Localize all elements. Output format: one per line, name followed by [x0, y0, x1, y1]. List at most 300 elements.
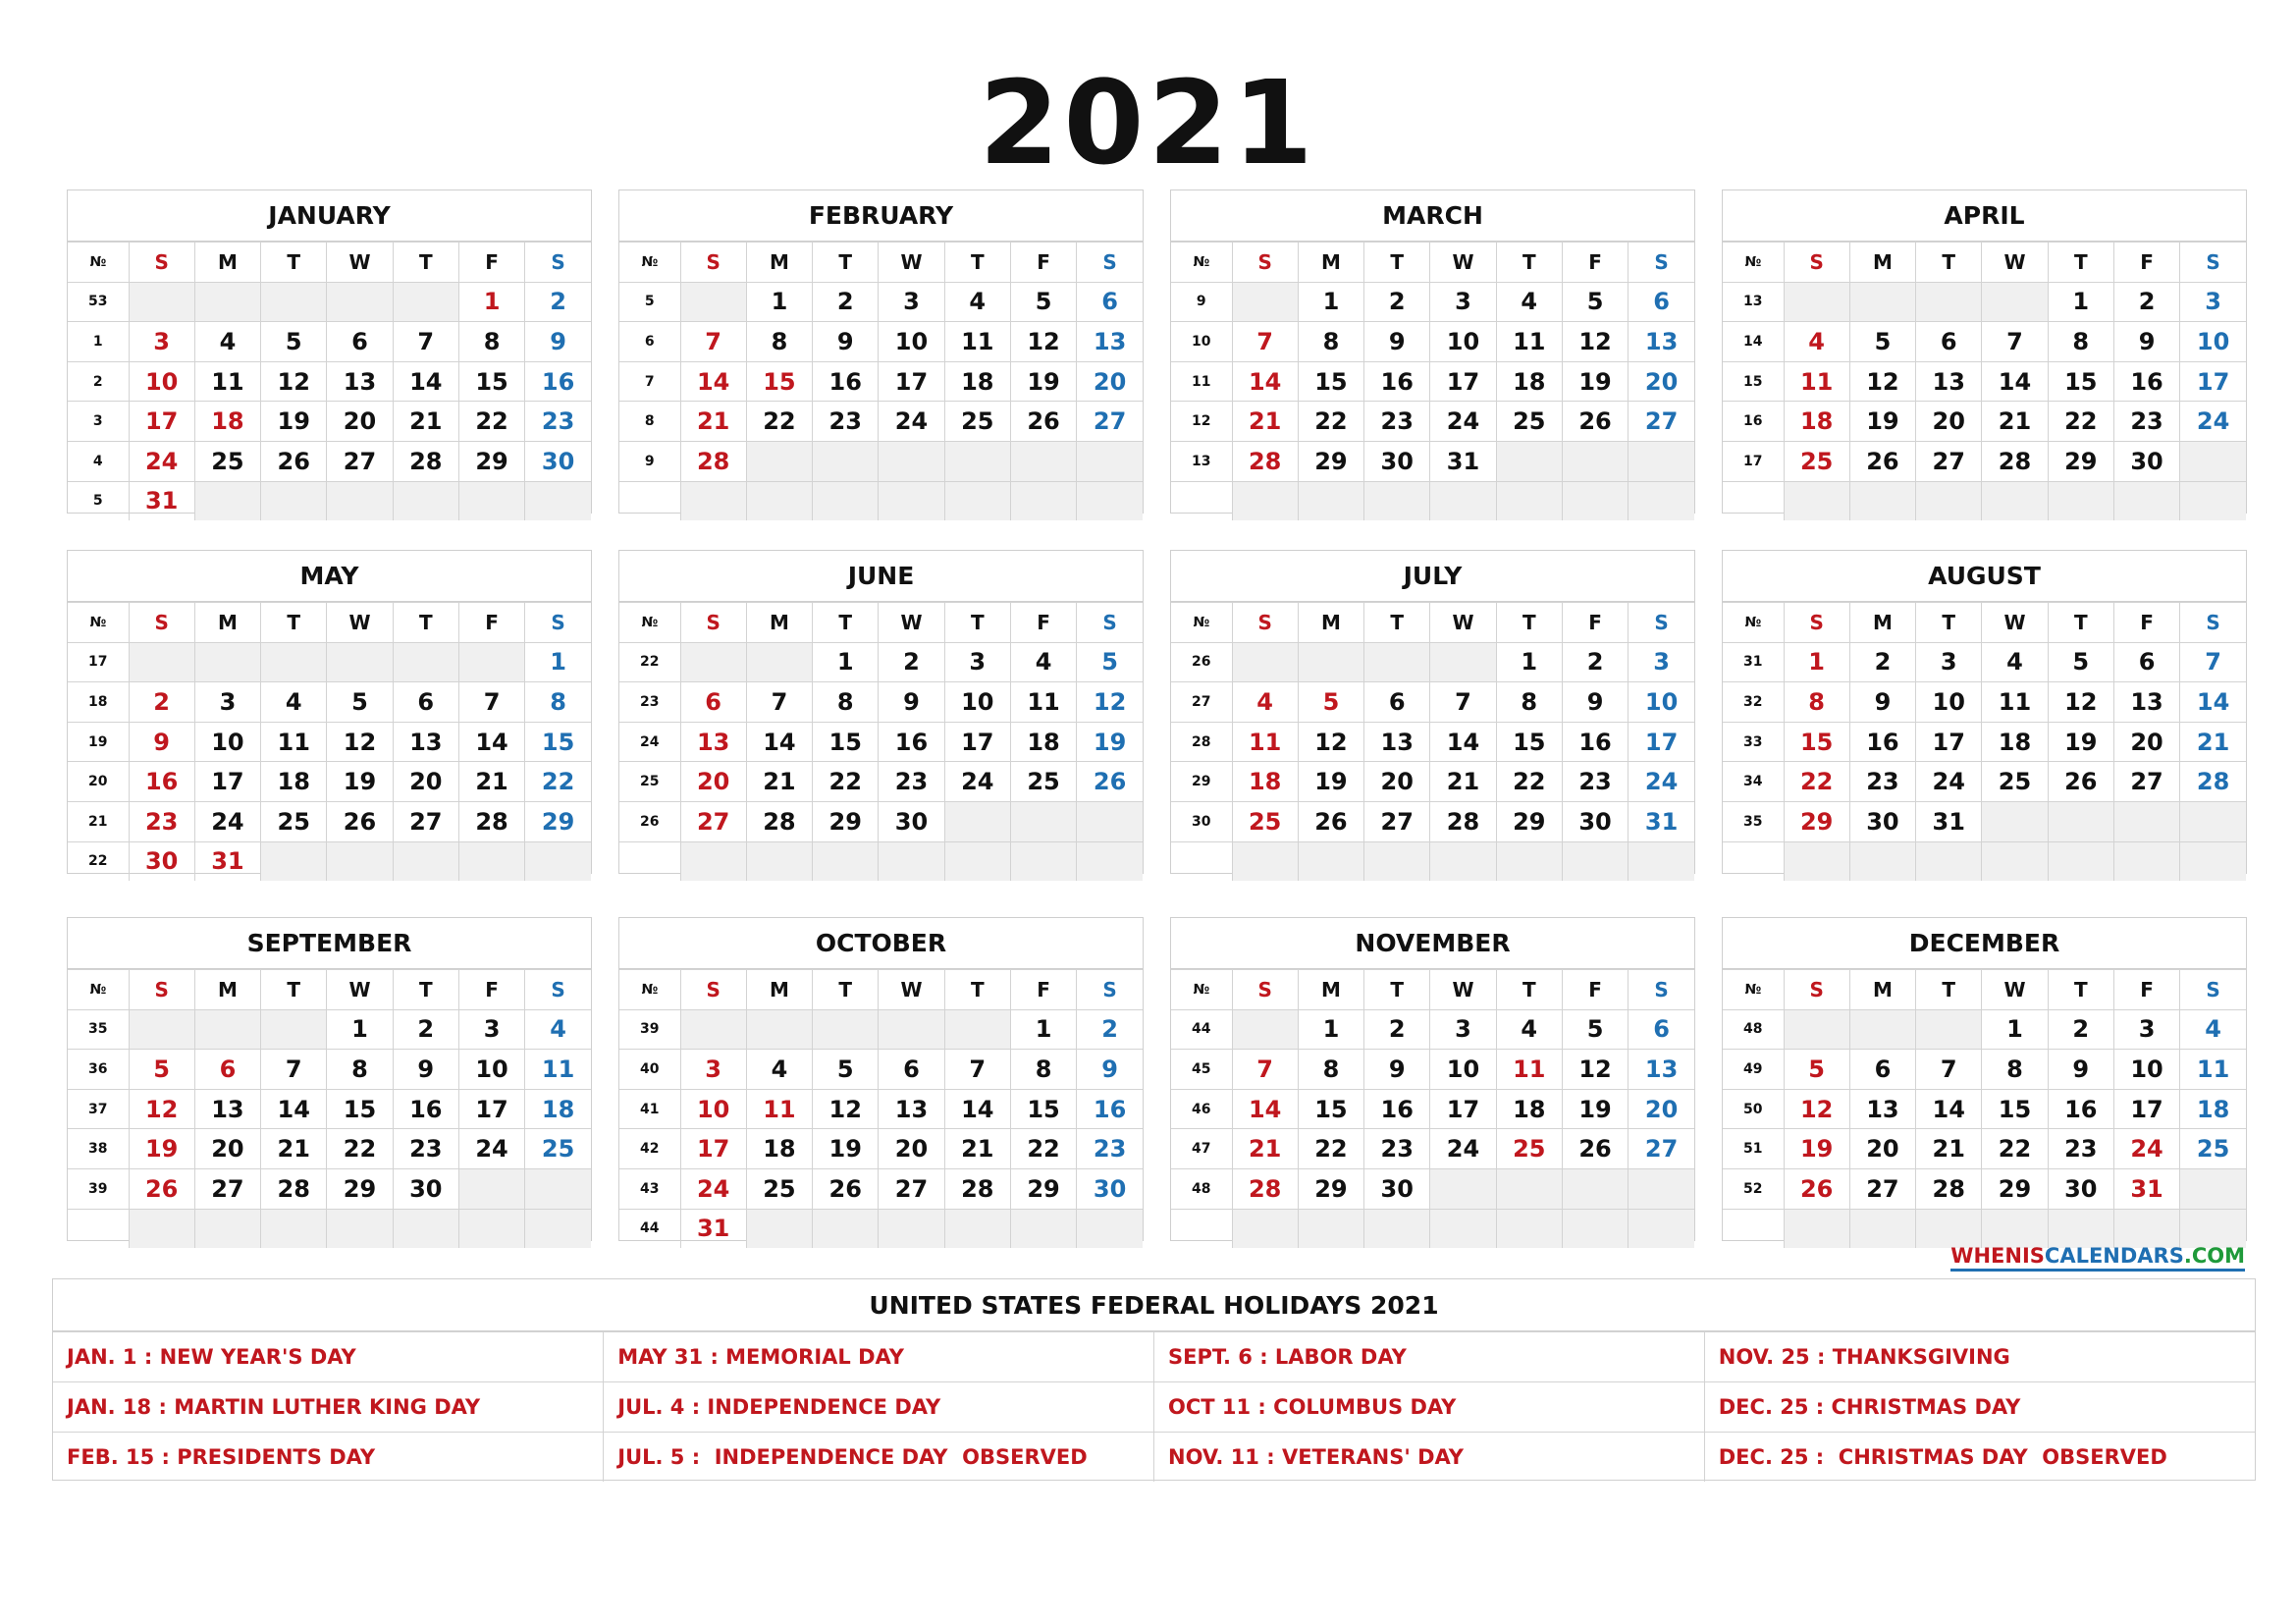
- day-cell: 21: [1232, 402, 1298, 442]
- day-cell: 13: [393, 722, 458, 762]
- day-cell: 22: [746, 402, 812, 442]
- day-cell: 20: [680, 762, 746, 802]
- week-number-header: №: [1171, 603, 1232, 643]
- weekday-header: M: [1298, 603, 1363, 643]
- day-cell: 20: [1629, 1089, 1694, 1129]
- day-cell: 4: [1784, 322, 1849, 362]
- day-cell: 21: [1430, 762, 1496, 802]
- empty-day-cell: [1982, 841, 2048, 881]
- day-cell: 9: [525, 322, 591, 362]
- day-cell: 26: [1298, 801, 1363, 841]
- week-row: [619, 1129, 1143, 1169]
- day-cell: 13: [1916, 361, 1982, 402]
- week-number-header: №: [68, 970, 129, 1010]
- week-number: 1: [68, 322, 129, 362]
- day-cell: 31: [1430, 441, 1496, 481]
- week-row: [619, 481, 1143, 520]
- week-number: 40: [619, 1050, 680, 1090]
- day-cell: 9: [1849, 682, 1915, 723]
- day-cell: 10: [879, 322, 944, 362]
- day-cell: 29: [1298, 1168, 1363, 1209]
- day-cell: 23: [2113, 402, 2179, 442]
- empty-day-cell: [1010, 841, 1076, 881]
- month-january: [67, 189, 592, 514]
- day-cell: 23: [129, 801, 194, 841]
- holiday-name: LABOR DAY: [1274, 1345, 1407, 1369]
- day-cell: 20: [393, 762, 458, 802]
- empty-day-cell: [1077, 841, 1143, 881]
- weekday-header: W: [879, 243, 944, 283]
- holiday-item: [1154, 1433, 1705, 1483]
- day-cell: 5: [1849, 322, 1915, 362]
- day-cell: 28: [746, 801, 812, 841]
- month-july: [1170, 550, 1695, 874]
- holiday-item: [604, 1433, 1154, 1483]
- day-cell: 2: [813, 282, 879, 322]
- weekday-header: W: [1430, 243, 1496, 283]
- day-cell: 10: [1629, 682, 1694, 723]
- week-number: 13: [1171, 441, 1232, 481]
- month-title: DECEMBER: [1723, 918, 2246, 969]
- day-cell: 19: [1562, 361, 1628, 402]
- day-cell: 15: [1298, 1089, 1363, 1129]
- day-cell: 7: [1916, 1050, 1982, 1090]
- week-row: [619, 1050, 1143, 1090]
- weekday-header: F: [1562, 243, 1628, 283]
- day-cell: 3: [194, 682, 260, 723]
- day-cell: 19: [129, 1129, 194, 1169]
- holiday-name: PRESIDENTS DAY: [177, 1445, 376, 1469]
- week-number: 35: [1723, 801, 1784, 841]
- weekday-header: S: [680, 243, 746, 283]
- empty-day-cell: [458, 481, 524, 520]
- day-cell: 11: [944, 322, 1010, 362]
- week-number: 37: [68, 1089, 129, 1129]
- day-cell: 24: [879, 402, 944, 442]
- empty-day-cell: [1784, 282, 1849, 322]
- day-cell: 12: [1298, 722, 1363, 762]
- week-number: [619, 481, 680, 520]
- empty-day-cell: [1430, 1209, 1496, 1248]
- day-cell: 29: [1298, 441, 1363, 481]
- empty-day-cell: [1298, 642, 1363, 682]
- day-cell: 4: [261, 682, 327, 723]
- empty-day-cell: [1364, 1209, 1430, 1248]
- weekday-header: T: [944, 603, 1010, 643]
- day-cell: 16: [879, 722, 944, 762]
- month-title: NOVEMBER: [1171, 918, 1694, 969]
- holiday-name: INDEPENDENCE DAY OBSERVED: [707, 1445, 1088, 1469]
- holiday-item: [1704, 1433, 2255, 1483]
- week-row: [1723, 1129, 2246, 1169]
- week-row: [1171, 361, 1694, 402]
- day-cell: 15: [1496, 722, 1562, 762]
- month-days-table: [68, 969, 591, 1248]
- day-cell: 29: [1496, 801, 1562, 841]
- empty-day-cell: [327, 1209, 393, 1248]
- empty-day-cell: [813, 1009, 879, 1050]
- week-number: 26: [619, 801, 680, 841]
- day-cell: 9: [1364, 322, 1430, 362]
- week-number-header: №: [619, 243, 680, 283]
- day-cell: 17: [1629, 722, 1694, 762]
- day-cell: 25: [2180, 1129, 2246, 1169]
- day-cell: 20: [194, 1129, 260, 1169]
- weekday-header: M: [1849, 243, 1915, 283]
- empty-day-cell: [879, 1209, 944, 1248]
- weekday-header: T: [261, 970, 327, 1010]
- week-number: 38: [68, 1129, 129, 1169]
- weekday-header: T: [2048, 970, 2113, 1010]
- day-cell: 14: [680, 361, 746, 402]
- day-cell: 4: [194, 322, 260, 362]
- weekday-header: F: [1010, 970, 1076, 1010]
- week-number: 4: [68, 441, 129, 481]
- day-cell: 26: [1562, 1129, 1628, 1169]
- day-cell: 2: [879, 642, 944, 682]
- week-row: [1723, 682, 2246, 723]
- day-cell: 19: [1077, 722, 1143, 762]
- day-cell: 31: [129, 481, 194, 520]
- day-cell: 8: [1496, 682, 1562, 723]
- month-may: [67, 550, 592, 874]
- weekday-header: F: [1010, 603, 1076, 643]
- month-december: [1722, 917, 2247, 1241]
- weekday-header: M: [194, 243, 260, 283]
- day-cell: 23: [1364, 1129, 1430, 1169]
- day-cell: 11: [1982, 682, 2048, 723]
- week-number-header: №: [1171, 243, 1232, 283]
- week-row: [1171, 1089, 1694, 1129]
- empty-day-cell: [194, 1009, 260, 1050]
- weekday-header: W: [1430, 970, 1496, 1010]
- day-cell: 14: [393, 361, 458, 402]
- empty-day-cell: [1496, 481, 1562, 520]
- empty-day-cell: [746, 481, 812, 520]
- day-cell: 15: [458, 361, 524, 402]
- week-number: 16: [1723, 402, 1784, 442]
- holidays-list: [53, 1331, 2255, 1482]
- week-row: [68, 682, 591, 723]
- day-cell: 16: [813, 361, 879, 402]
- week-row: [619, 841, 1143, 881]
- day-cell: 10: [129, 361, 194, 402]
- weekday-header: T: [1916, 603, 1982, 643]
- day-cell: 27: [1849, 1168, 1915, 1209]
- holiday-item: [1154, 1332, 1705, 1382]
- day-cell: 20: [1629, 361, 1694, 402]
- empty-day-cell: [1849, 481, 1915, 520]
- holiday-date: NOV. 11 :: [1168, 1445, 1275, 1469]
- empty-day-cell: [1496, 1168, 1562, 1209]
- day-cell: 25: [194, 441, 260, 481]
- month-title: JULY: [1171, 551, 1694, 602]
- weekday-header: F: [1562, 603, 1628, 643]
- day-cell: 28: [680, 441, 746, 481]
- weekday-header: W: [1982, 243, 2048, 283]
- weekday-header: S: [2180, 603, 2246, 643]
- day-cell: 16: [393, 1089, 458, 1129]
- day-cell: 25: [1496, 402, 1562, 442]
- week-row: [1171, 441, 1694, 481]
- day-cell: 8: [2048, 322, 2113, 362]
- day-cell: 15: [1010, 1089, 1076, 1129]
- day-cell: 24: [129, 441, 194, 481]
- day-cell: 3: [2113, 1009, 2179, 1050]
- month-days-table: [1171, 969, 1694, 1248]
- week-row: [619, 762, 1143, 802]
- day-cell: 25: [746, 1168, 812, 1209]
- month-march: [1170, 189, 1695, 514]
- day-cell: 26: [1010, 402, 1076, 442]
- day-cell: 11: [1784, 361, 1849, 402]
- week-row: [68, 1050, 591, 1090]
- weekday-header: S: [2180, 970, 2246, 1010]
- empty-day-cell: [1364, 481, 1430, 520]
- weekday-header: T: [2048, 603, 2113, 643]
- month-april: [1722, 189, 2247, 514]
- day-cell: 28: [2180, 762, 2246, 802]
- holidays-title: UNITED STATES FEDERAL HOLIDAYS 2021: [53, 1279, 2255, 1331]
- weekday-header: S: [129, 243, 194, 283]
- week-number: 9: [619, 441, 680, 481]
- weekday-header: T: [393, 603, 458, 643]
- day-cell: 8: [1982, 1050, 2048, 1090]
- week-number: 43: [619, 1168, 680, 1209]
- day-cell: 2: [129, 682, 194, 723]
- day-cell: 5: [1562, 1009, 1628, 1050]
- week-number: 28: [1171, 722, 1232, 762]
- week-number: [1723, 841, 1784, 881]
- holiday-name: MEMORIAL DAY: [725, 1345, 904, 1369]
- weekday-header: S: [1784, 243, 1849, 283]
- month-title: AUGUST: [1723, 551, 2246, 602]
- week-row: [1723, 1009, 2246, 1050]
- week-number: 26: [1171, 642, 1232, 682]
- empty-day-cell: [2113, 481, 2179, 520]
- holiday-item: [604, 1382, 1154, 1433]
- empty-day-cell: [1298, 841, 1363, 881]
- day-cell: 29: [525, 801, 591, 841]
- day-cell: 28: [944, 1168, 1010, 1209]
- week-number-header: №: [619, 970, 680, 1010]
- empty-day-cell: [1232, 1209, 1298, 1248]
- day-cell: 11: [261, 722, 327, 762]
- empty-day-cell: [2048, 481, 2113, 520]
- empty-day-cell: [525, 1168, 591, 1209]
- day-cell: 25: [1496, 1129, 1562, 1169]
- week-row: [1723, 1168, 2246, 1209]
- empty-day-cell: [194, 642, 260, 682]
- empty-day-cell: [1849, 1009, 1915, 1050]
- day-cell: 25: [1784, 441, 1849, 481]
- empty-day-cell: [1784, 1209, 1849, 1248]
- month-days-table: [1723, 969, 2246, 1248]
- empty-day-cell: [327, 642, 393, 682]
- day-cell: 17: [194, 762, 260, 802]
- day-cell: 1: [1982, 1009, 2048, 1050]
- day-cell: 4: [1232, 682, 1298, 723]
- day-cell: 22: [525, 762, 591, 802]
- empty-day-cell: [194, 481, 260, 520]
- week-number-header: №: [68, 243, 129, 283]
- day-cell: 28: [1232, 1168, 1298, 1209]
- weekday-header: T: [1364, 603, 1430, 643]
- day-cell: 28: [1232, 441, 1298, 481]
- month-days-table: [619, 242, 1143, 520]
- week-row: [1171, 1168, 1694, 1209]
- empty-day-cell: [1298, 481, 1363, 520]
- website-part-3: .COM: [2183, 1244, 2245, 1268]
- day-cell: 8: [746, 322, 812, 362]
- day-cell: 21: [1982, 402, 2048, 442]
- weekday-header: S: [1629, 243, 1694, 283]
- day-cell: 9: [1077, 1050, 1143, 1090]
- empty-day-cell: [1784, 1009, 1849, 1050]
- week-number: [1171, 1209, 1232, 1248]
- week-row: [1723, 1050, 2246, 1090]
- week-row: [1171, 762, 1694, 802]
- week-row: [1723, 282, 2246, 322]
- weekday-header: S: [1629, 603, 1694, 643]
- holiday-date: FEB. 15 :: [67, 1445, 170, 1469]
- week-number: 23: [619, 682, 680, 723]
- week-row: [1723, 322, 2246, 362]
- day-cell: 1: [1496, 642, 1562, 682]
- day-cell: 8: [1298, 1050, 1363, 1090]
- day-cell: 23: [393, 1129, 458, 1169]
- empty-day-cell: [1364, 642, 1430, 682]
- weekday-header: S: [1629, 970, 1694, 1010]
- day-cell: 13: [194, 1089, 260, 1129]
- day-cell: 6: [194, 1050, 260, 1090]
- day-cell: 22: [1298, 1129, 1363, 1169]
- week-row: [68, 1129, 591, 1169]
- week-number: 48: [1723, 1009, 1784, 1050]
- week-number: 7: [619, 361, 680, 402]
- day-cell: 22: [1496, 762, 1562, 802]
- weekday-header: W: [327, 243, 393, 283]
- day-cell: 15: [813, 722, 879, 762]
- empty-day-cell: [1496, 441, 1562, 481]
- day-cell: 26: [1784, 1168, 1849, 1209]
- day-cell: 22: [458, 402, 524, 442]
- week-row: [68, 481, 591, 520]
- month-days-table: [1171, 242, 1694, 520]
- week-number: 42: [619, 1129, 680, 1169]
- day-cell: 30: [879, 801, 944, 841]
- weekday-header: S: [129, 603, 194, 643]
- week-number: 10: [1171, 322, 1232, 362]
- day-cell: 31: [680, 1209, 746, 1248]
- week-number: 18: [68, 682, 129, 723]
- weekday-header: S: [680, 970, 746, 1010]
- day-cell: 21: [680, 402, 746, 442]
- weekday-header: S: [1232, 603, 1298, 643]
- holiday-row: [53, 1433, 2255, 1483]
- week-number: 32: [1723, 682, 1784, 723]
- day-cell: 26: [1077, 762, 1143, 802]
- day-cell: 15: [327, 1089, 393, 1129]
- empty-day-cell: [746, 441, 812, 481]
- empty-day-cell: [1430, 642, 1496, 682]
- week-row: [68, 642, 591, 682]
- website-logo[interactable]: [1950, 1243, 2245, 1272]
- empty-day-cell: [327, 282, 393, 322]
- empty-day-cell: [393, 282, 458, 322]
- empty-day-cell: [1849, 282, 1915, 322]
- day-cell: 26: [1562, 402, 1628, 442]
- week-row: [1171, 282, 1694, 322]
- day-cell: 5: [1784, 1050, 1849, 1090]
- day-cell: 3: [458, 1009, 524, 1050]
- day-cell: 10: [1916, 682, 1982, 723]
- holiday-date: DEC. 25 :: [1718, 1445, 1825, 1469]
- day-cell: 17: [2113, 1089, 2179, 1129]
- empty-day-cell: [1430, 841, 1496, 881]
- day-cell: 21: [261, 1129, 327, 1169]
- weekday-header: S: [1077, 970, 1143, 1010]
- week-number: 12: [1171, 402, 1232, 442]
- week-number: [619, 841, 680, 881]
- day-cell: 12: [1077, 682, 1143, 723]
- weekday-header: M: [194, 970, 260, 1010]
- day-cell: 9: [2048, 1050, 2113, 1090]
- day-cell: 13: [2113, 682, 2179, 723]
- empty-day-cell: [1232, 282, 1298, 322]
- holiday-item: [53, 1382, 604, 1433]
- day-cell: 4: [1982, 642, 2048, 682]
- weekday-header: T: [944, 970, 1010, 1010]
- week-number: 5: [619, 282, 680, 322]
- day-cell: 14: [1982, 361, 2048, 402]
- day-cell: 21: [1916, 1129, 1982, 1169]
- day-cell: 26: [129, 1168, 194, 1209]
- day-cell: 16: [1077, 1089, 1143, 1129]
- week-row: [1171, 1009, 1694, 1050]
- weekday-header: W: [1982, 603, 2048, 643]
- day-cell: 17: [2180, 361, 2246, 402]
- day-cell: 10: [1430, 322, 1496, 362]
- week-row: [68, 402, 591, 442]
- weekday-header: W: [327, 603, 393, 643]
- empty-day-cell: [261, 1009, 327, 1050]
- day-cell: 26: [261, 441, 327, 481]
- day-cell: 6: [1629, 1009, 1694, 1050]
- day-cell: 5: [813, 1050, 879, 1090]
- month-title: JUNE: [619, 551, 1143, 602]
- day-cell: 26: [813, 1168, 879, 1209]
- day-cell: 18: [1982, 722, 2048, 762]
- empty-day-cell: [1916, 282, 1982, 322]
- weekday-header: T: [393, 970, 458, 1010]
- weekday-header: T: [813, 970, 879, 1010]
- weekday-header: M: [194, 603, 260, 643]
- day-cell: 3: [1430, 1009, 1496, 1050]
- day-cell: 3: [1430, 282, 1496, 322]
- day-cell: 16: [2048, 1089, 2113, 1129]
- week-row: [619, 642, 1143, 682]
- week-number: 33: [1723, 722, 1784, 762]
- day-cell: 6: [327, 322, 393, 362]
- empty-day-cell: [1232, 841, 1298, 881]
- day-cell: 10: [944, 682, 1010, 723]
- empty-day-cell: [1916, 841, 1982, 881]
- day-cell: 12: [327, 722, 393, 762]
- weekday-header: S: [525, 243, 591, 283]
- day-cell: 19: [1784, 1129, 1849, 1169]
- week-number: 27: [1171, 682, 1232, 723]
